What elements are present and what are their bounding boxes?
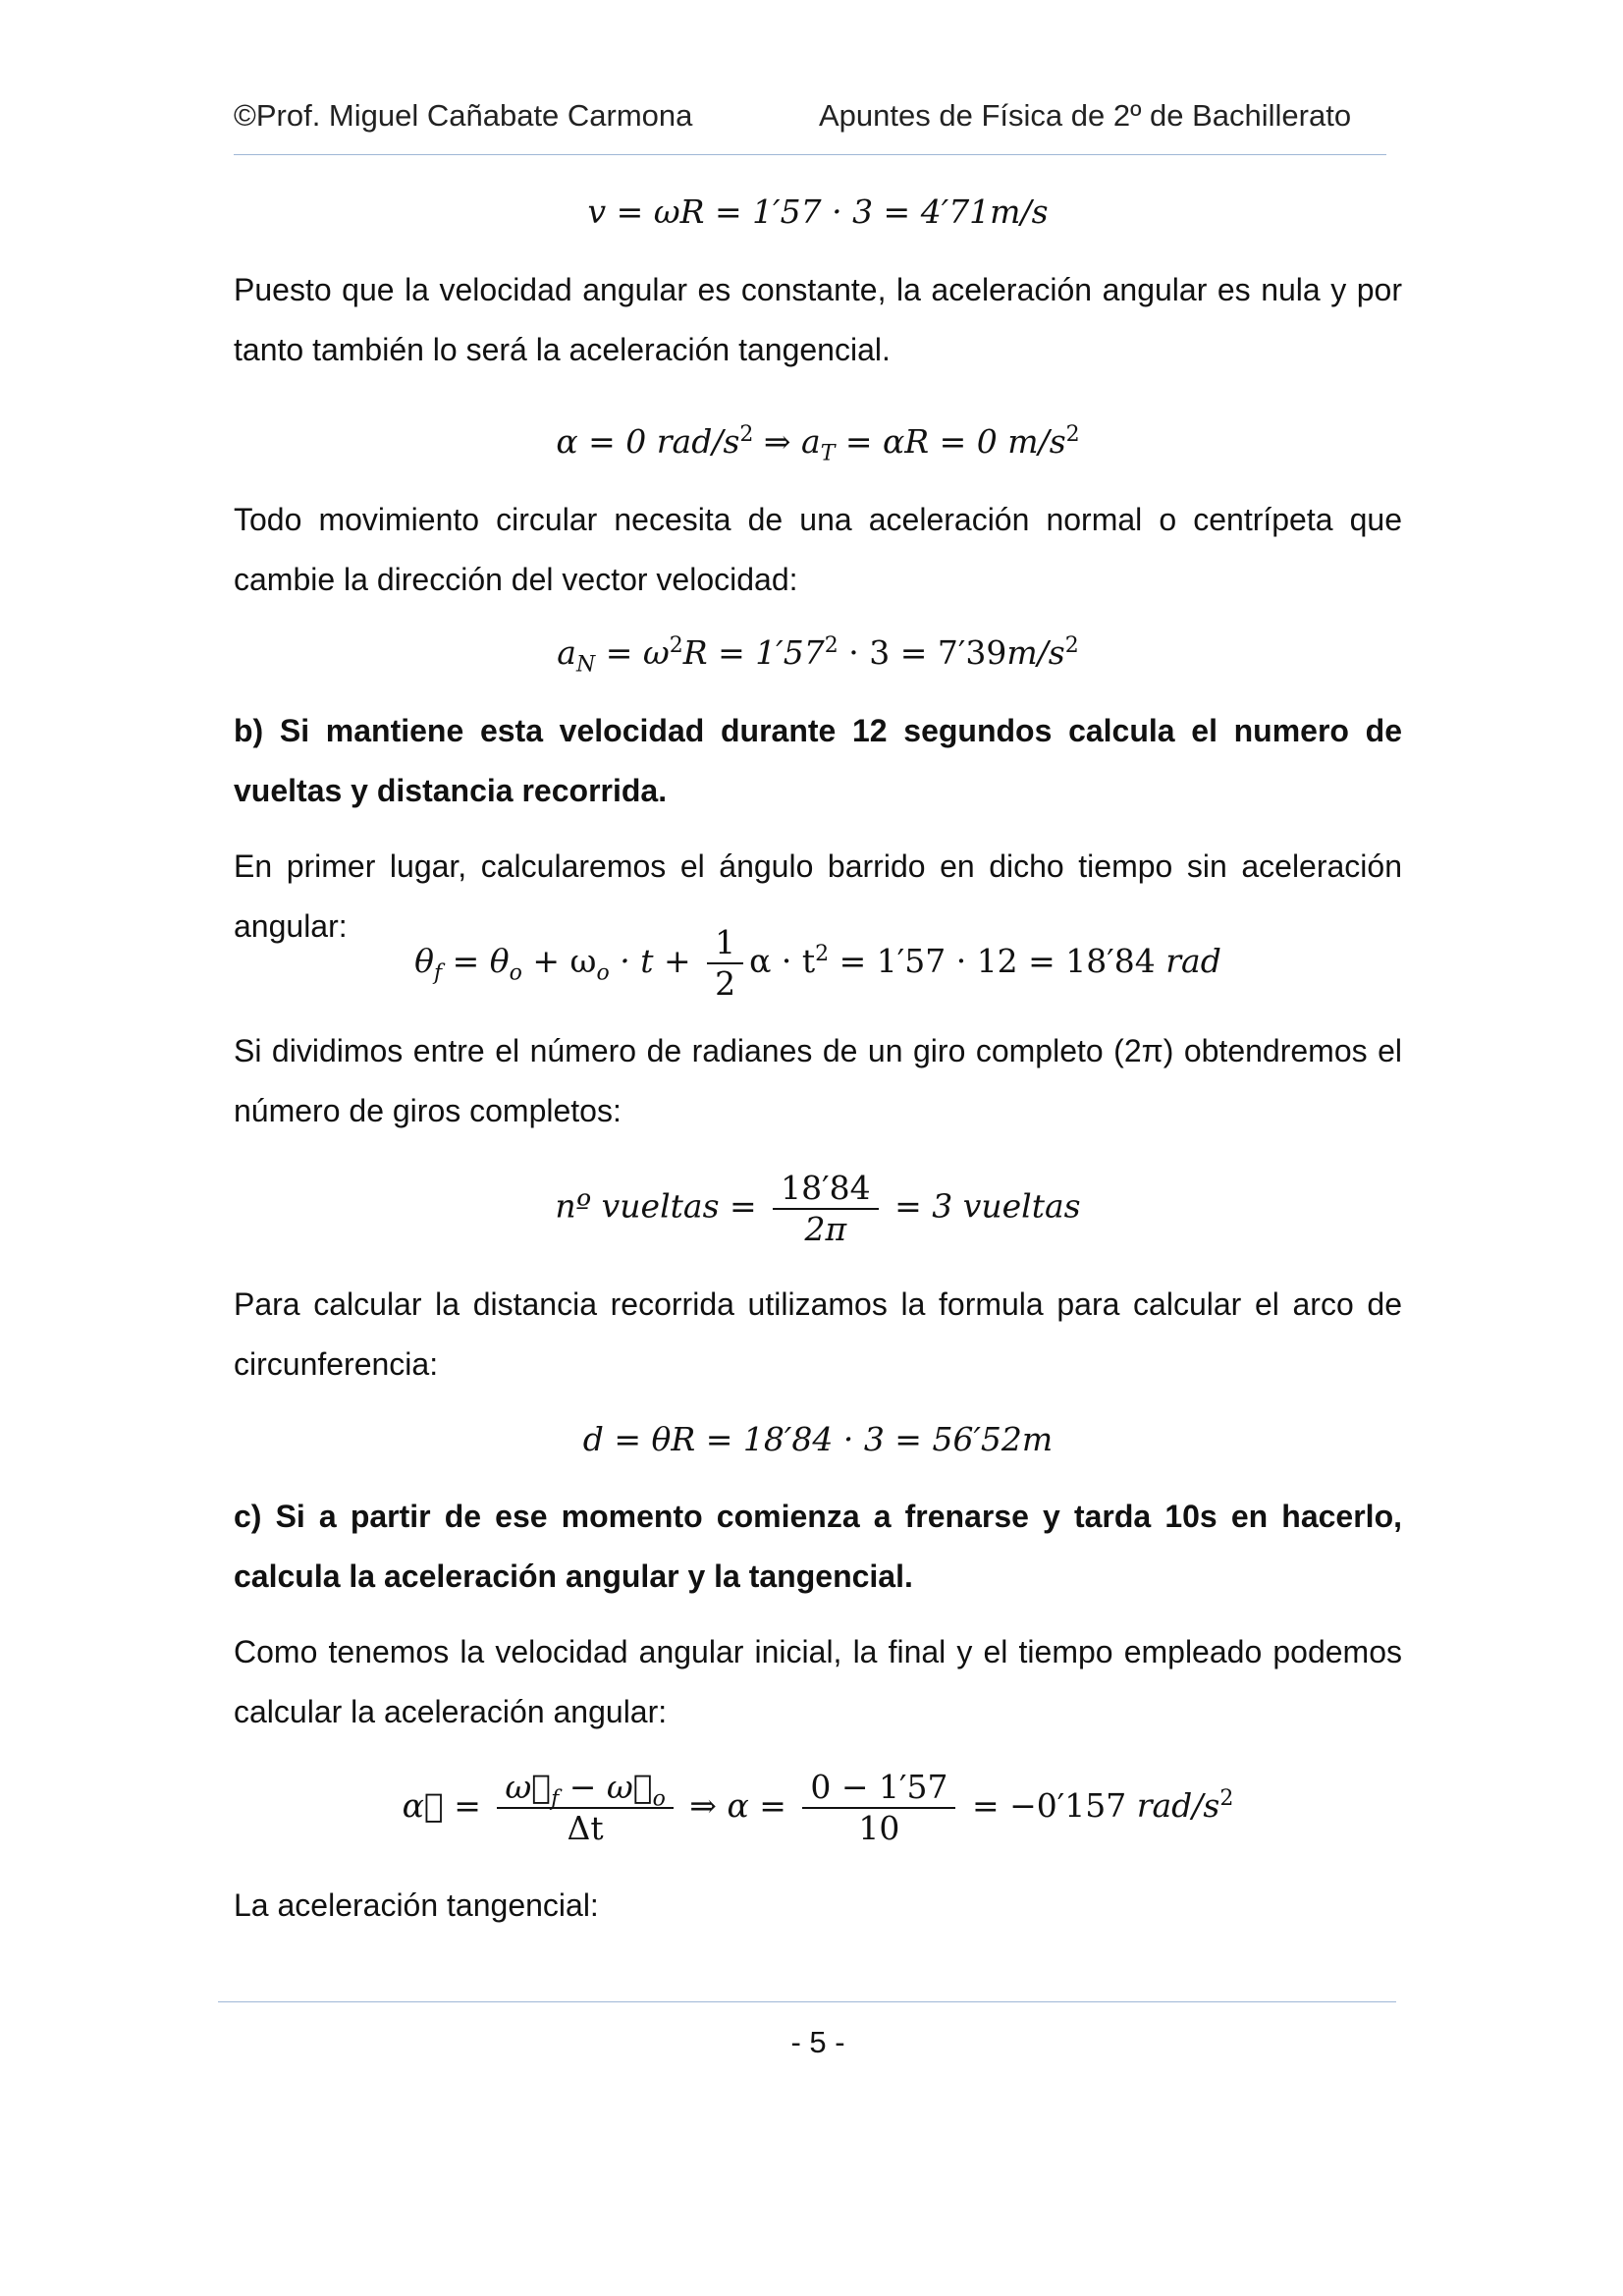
eq5-rhs: = 3 vueltas [884,1186,1081,1226]
eq7-mid: ⇒ α = [678,1786,797,1825]
paragraph-initial-velocity: Como tenemos la velocidad angular inicial, la final y el tiempo empleado podemos calcular la aceleración angular: [234,1634,1402,1729]
eq7-den2: 10 [858,1809,900,1847]
eq7-num2: 0 − 1′57 [802,1768,955,1809]
eq3-rest1: = ω [595,633,670,672]
eq4-lhs: θ [414,942,435,980]
eq5-fraction [773,1169,878,1248]
eq5-den: 2π [804,1210,847,1248]
paragraph-distance: Para calcular la distancia recorrida utilizamos la formula para calcular el arco de circunferencia: [234,1286,1402,1382]
eq4-t: · t + [609,942,702,980]
paragraph-swept-angle: En primer lugar, calcularemos el ángulo barrido en dicho tiempo sin aceleración angular: [234,848,1402,944]
equation-turns [234,1169,1402,1248]
eq2-part1: α = 0 [556,422,657,461]
eq7-den1: Δt [567,1809,604,1847]
eq3-sub: N [575,652,596,678]
header-rule [234,154,1386,155]
eq4-sub-f: f [434,960,443,986]
eq7-unit: rad/s [1136,1786,1220,1825]
eq7-num1 [497,1768,673,1812]
eq3-rest2: R = 1′57 [682,633,825,672]
page-number: - 5 - [790,2025,845,2059]
eq2-unit2: m/s [1007,422,1066,461]
eq4-fraction [707,923,743,1004]
paragraph-divide-radians: Si dividimos entre el número de radianes de un giro completo (2π) obtendremos el número de giros completos: [234,1033,1402,1128]
eq4-unit: rad [1165,942,1221,980]
footer-rule [218,2001,1396,2002]
eq4-mid: = θ [442,942,510,980]
equation-normal-acceleration: $a_N = \omega^2R = 1'57^2 \cdot 3 = 7'39m/s^2$ [557,633,1079,678]
equation-velocity: v = ωR = 1′57 · 3 = 4′71m/s [587,192,1049,231]
eq2-unit: rad/s [656,422,740,461]
paragraph-angular-constant: Puesto que la velocidad angular es constante, la aceleración angular es nula y por tanto también lo será la aceleración tangencial. [234,272,1402,367]
equation-angular-deceleration: α⃗ = $\frac{\omega⃗_f - \omega⃗_o}{\Delta t}$ ⇒ α = $\frac{0 - 1'57}{10}$ = −0′157 rad/$s^2$ [402,1768,1234,1847]
eq4-plus: + ω [521,942,597,980]
paragraph-tangential: La aceleración tangencial: [234,1887,599,1923]
eq4-tail2: = 1′57 · 12 = 18′84 [829,942,1166,980]
eq4-den: 2 [715,964,736,1003]
eq7-num1-a: ω⃗ [505,1768,552,1806]
eq5-num: 18′84 [773,1169,878,1210]
eq5-lhs: nº vueltas = [555,1186,768,1226]
eq7-fraction-1 [497,1768,673,1848]
eq2-rest: = αR = 0 [835,422,1008,461]
eq7-rhs: = −0′157 [961,1786,1137,1825]
question-c: c) Si a partir de ese momento comienza a frenarse y tarda 10s en hacerlo, calcula la aceleración angular y la tangencial. [234,1499,1402,1594]
eq7-lhs: α⃗ = [402,1786,492,1825]
eq3-a: a [557,633,576,672]
eq4-sub-o2: o [596,960,610,986]
eq4-num: 1 [707,923,743,964]
eq4-sub-o: o [509,960,522,986]
question-b: b) Si mantiene esta velocidad durante 12 segundos calcula el numero de vueltas y distancia recorrida. [234,713,1402,808]
equation-tangential-acceleration: α = 0 rad/$s^2$ ⇒ $a_T = \alpha R = 0$ $m/s^2$ [556,422,1080,466]
eq2-arrow: ⇒ a [753,422,821,461]
header-title: Apuntes de Física de 2º de Bachillerato [819,98,1352,133]
header-author: ©Prof. Miguel Cañabate Carmona [234,98,693,133]
eq3-rest3: · 3 = 7′39 [838,633,1007,672]
equation-final-angle: $\theta_f = \theta_o + \omega_o \cdot t$ + $\frac{1}{2}$ $\alpha \cdot t^2 = 1'57 \cdot 12 = 18'84$ rad [414,923,1221,1003]
paragraph-centripetal: Todo movimiento circular necesita de una aceleración normal o centrípeta que cambie la dirección del vector velocidad: [234,502,1402,597]
eq4-tail: α · t [749,942,816,980]
eq7-num1-sub: f [551,1786,560,1812]
equation-distance: d = θR = 18′84 · 3 = 56′52m [582,1420,1054,1458]
eq7-num1-mid: − ω⃗ [559,1768,653,1806]
eq2-sub: T [820,441,836,466]
eq3-unit: m/s [1006,633,1065,672]
eq7-fraction-2 [802,1768,955,1848]
eq7-num1-sub2: o [652,1786,666,1812]
